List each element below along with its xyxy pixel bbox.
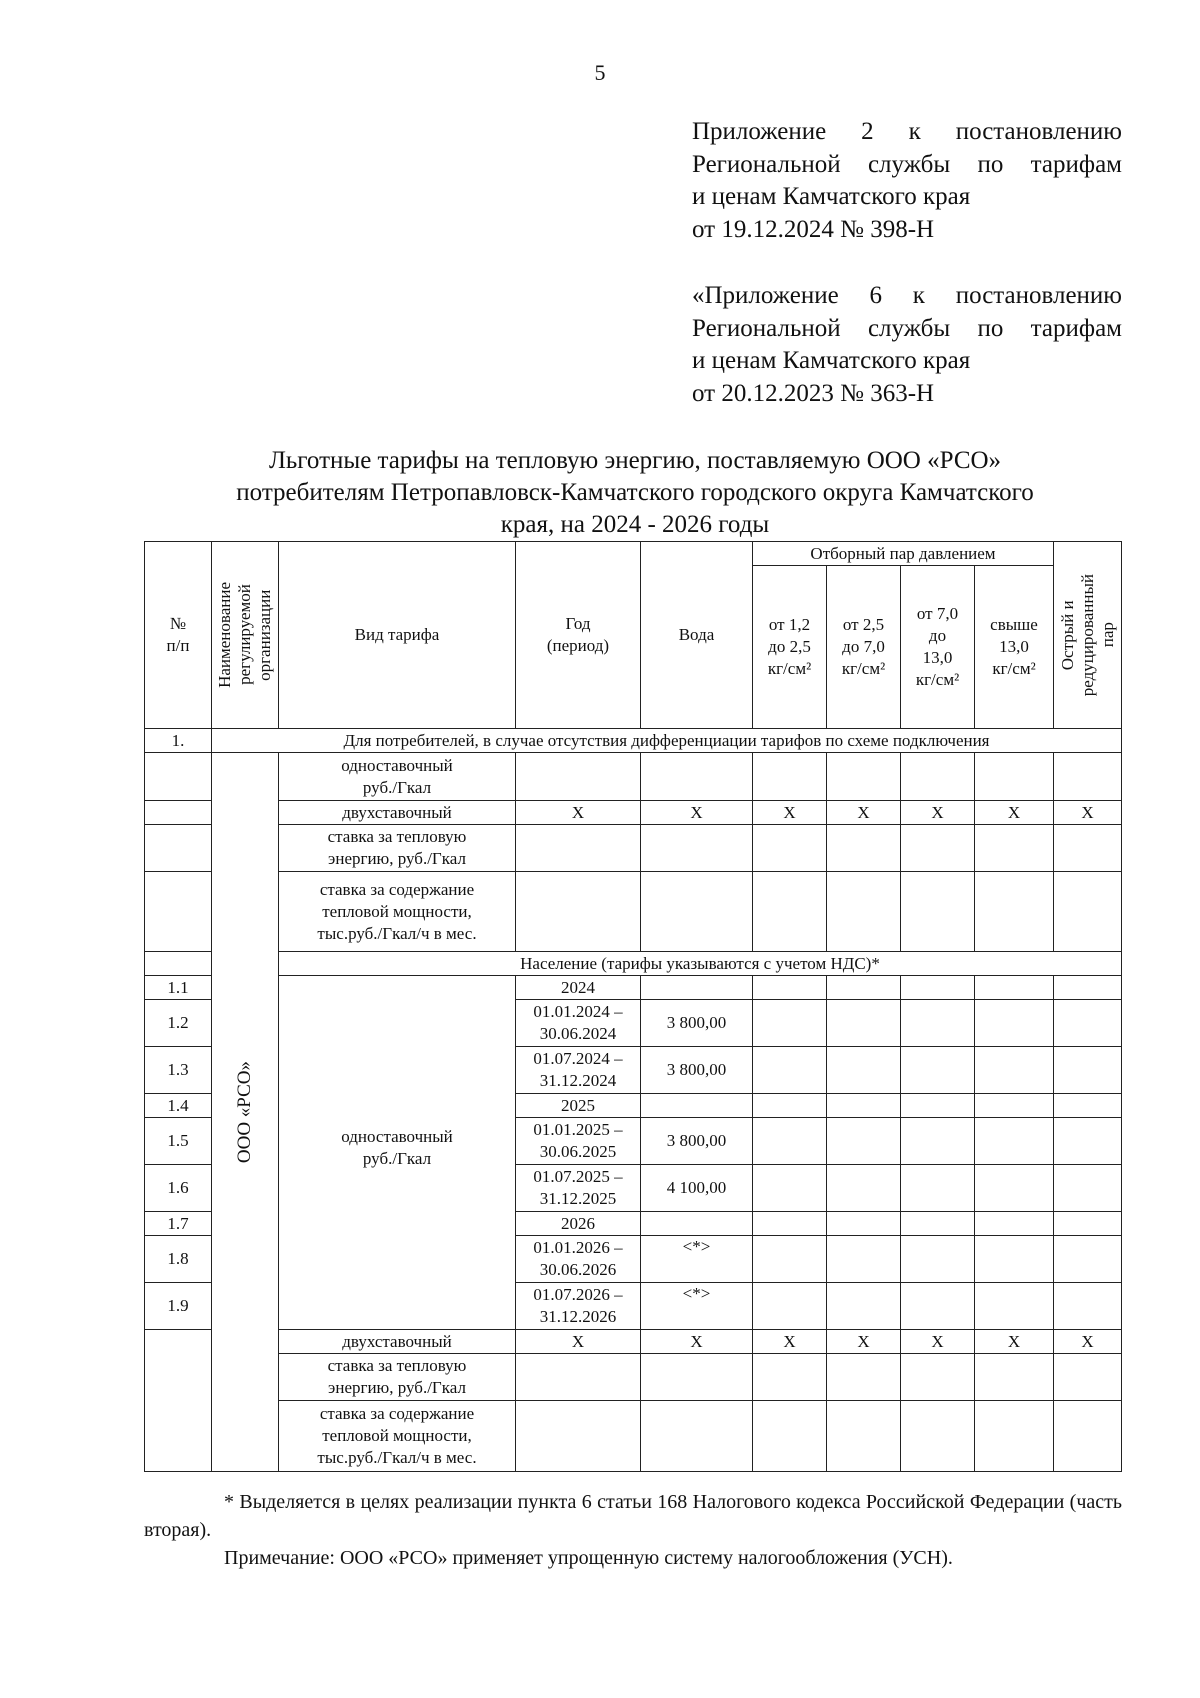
tariff-table — [144, 541, 1122, 1472]
header-steam-3: от 7,0 до 13,0 кг/см² — [901, 566, 975, 729]
empty-cell — [145, 753, 212, 801]
empty-cell — [145, 825, 212, 872]
appendix-amended-line3: и ценам Камчатского края — [692, 347, 971, 374]
x-mark: X — [753, 1330, 827, 1354]
population-tariff: одноставочный руб./Гкал — [279, 976, 516, 1330]
org-name: ООО «РСО» — [234, 1060, 255, 1164]
x-mark: X — [975, 1330, 1054, 1354]
header-sharp-steam: Острый и редуцированный пар — [1057, 573, 1117, 697]
header-year: Год (период) — [516, 542, 641, 729]
empty-cell — [145, 872, 212, 952]
appendix-amended-line1: «Приложение 6 к постановлению — [692, 282, 1122, 309]
water-value — [641, 1094, 753, 1118]
document-title — [170, 445, 1100, 541]
appendix-current-line2: Региональной службы по тарифам — [692, 150, 1122, 178]
remark-note: Примечание: ООО «РСО» применяет упрощенную систему налогообложения (УСН). — [224, 1547, 953, 1569]
row-num: 1.7 — [145, 1212, 212, 1236]
x-mark: X — [1054, 801, 1122, 825]
header-steam-1: от 1,2 до 2,5 кг/см² — [753, 566, 827, 729]
water-value — [641, 1212, 753, 1236]
footnotes — [144, 1488, 1122, 1572]
period: 01.07.2024 – 31.12.2024 — [516, 1047, 641, 1094]
header-sharp-steam-cell — [1054, 542, 1122, 729]
appendix-amended-reference — [692, 280, 1122, 410]
org-name-cell — [212, 753, 279, 1472]
x-mark: X — [1054, 1330, 1122, 1354]
x-mark: X — [827, 801, 901, 825]
appendix-current-line4: от 19.12.2024 № 398-Н — [692, 215, 935, 243]
row-num: 1.5 — [145, 1118, 212, 1165]
x-mark: X — [516, 801, 641, 825]
x-mark: X — [827, 1330, 901, 1354]
appendix-amended-line4: от 20.12.2023 № 363-Н — [692, 379, 935, 407]
title-line3: края, на 2024 - 2026 годы — [500, 511, 770, 538]
header-org-cell — [212, 542, 279, 729]
appendix-current-line1: Приложение 2 к постановлению — [692, 118, 1122, 145]
title-line1: Льготные тарифы на тепловую энергию, поставляемую ООО «РСО» — [268, 447, 1002, 474]
s1-two-rate: двухставочный — [279, 801, 516, 825]
section1-label: Для потребителей, в случае отсутствия дифференциации тарифов по схеме подключения — [212, 729, 1122, 753]
population-label: Население (тарифы указываются с учетом НДС)* — [279, 952, 1122, 976]
period: 2024 — [516, 976, 641, 1000]
header-num: № п/п — [145, 542, 212, 729]
title-line2: потребителям Петропавловск-Камчатского городского округа Камчатского — [236, 479, 1034, 506]
empty-cell — [145, 801, 212, 825]
row-num: 1.9 — [145, 1283, 212, 1330]
x-mark: X — [901, 1330, 975, 1354]
row-num: 1.8 — [145, 1236, 212, 1283]
x-mark: X — [641, 1330, 753, 1354]
header-steam-group: Отборный пар давлением — [753, 542, 1054, 566]
row-num: 1.1 — [145, 976, 212, 1000]
header-org: Наименование регулируемой организации — [215, 582, 274, 688]
appendix-amended-line2: Региональной службы по тарифам — [692, 314, 1122, 342]
period: 01.01.2026 – 30.06.2026 — [516, 1236, 641, 1283]
s1-capacity-rate: ставка за содержание тепловой мощности, тыс.руб./Гкал/ч в мес. — [279, 872, 516, 952]
page-number: 5 — [594, 60, 606, 85]
period: 01.01.2025 – 30.06.2025 — [516, 1118, 641, 1165]
water-value: 4 100,00 — [641, 1165, 753, 1212]
water-value: <*> — [641, 1283, 753, 1330]
period: 2026 — [516, 1212, 641, 1236]
section1-num: 1. — [145, 729, 212, 753]
period: 2025 — [516, 1094, 641, 1118]
water-value: 3 800,00 — [641, 1118, 753, 1165]
header-steam-4: свыше 13,0 кг/см² — [975, 566, 1054, 729]
header-steam-2: от 2,5 до 7,0 кг/см² — [827, 566, 901, 729]
s2-capacity-rate: ставка за содержание тепловой мощности, тыс.руб./Гкал/ч в мес. — [279, 1401, 516, 1472]
x-mark: X — [516, 1330, 641, 1354]
row-num: 1.6 — [145, 1165, 212, 1212]
header-tariff-type: Вид тарифа — [279, 542, 516, 729]
period: 01.07.2026 – 31.12.2026 — [516, 1283, 641, 1330]
period: 01.01.2024 – 30.06.2024 — [516, 1000, 641, 1047]
s2-two-rate: двухставочный — [279, 1330, 516, 1354]
appendix-current-line3: и ценам Камчатского края — [692, 183, 971, 210]
water-value: <*> — [641, 1236, 753, 1283]
row-num: 1.3 — [145, 1047, 212, 1094]
empty-cell — [145, 952, 212, 976]
water-value: 3 800,00 — [641, 1000, 753, 1047]
appendix-current-reference — [692, 116, 1122, 246]
x-mark: X — [641, 801, 753, 825]
s1-single-rate: одноставочный руб./Гкал — [279, 753, 516, 801]
row-num: 1.2 — [145, 1000, 212, 1047]
s1-energy-rate: ставка за тепловую энергию, руб./Гкал — [279, 825, 516, 872]
x-mark: X — [901, 801, 975, 825]
empty-cell — [145, 1330, 212, 1472]
header-water: Вода — [641, 542, 753, 729]
vat-footnote: * Выделяется в целях реализации пункта 6 статьи 168 Налогового кодекса Российской Федерации (часть вторая). — [144, 1491, 1122, 1541]
x-mark: X — [753, 801, 827, 825]
water-value — [641, 976, 753, 1000]
row-num: 1.4 — [145, 1094, 212, 1118]
s2-energy-rate: ставка за тепловую энергию, руб./Гкал — [279, 1354, 516, 1401]
period: 01.07.2025 – 31.12.2025 — [516, 1165, 641, 1212]
x-mark: X — [975, 801, 1054, 825]
water-value: 3 800,00 — [641, 1047, 753, 1094]
